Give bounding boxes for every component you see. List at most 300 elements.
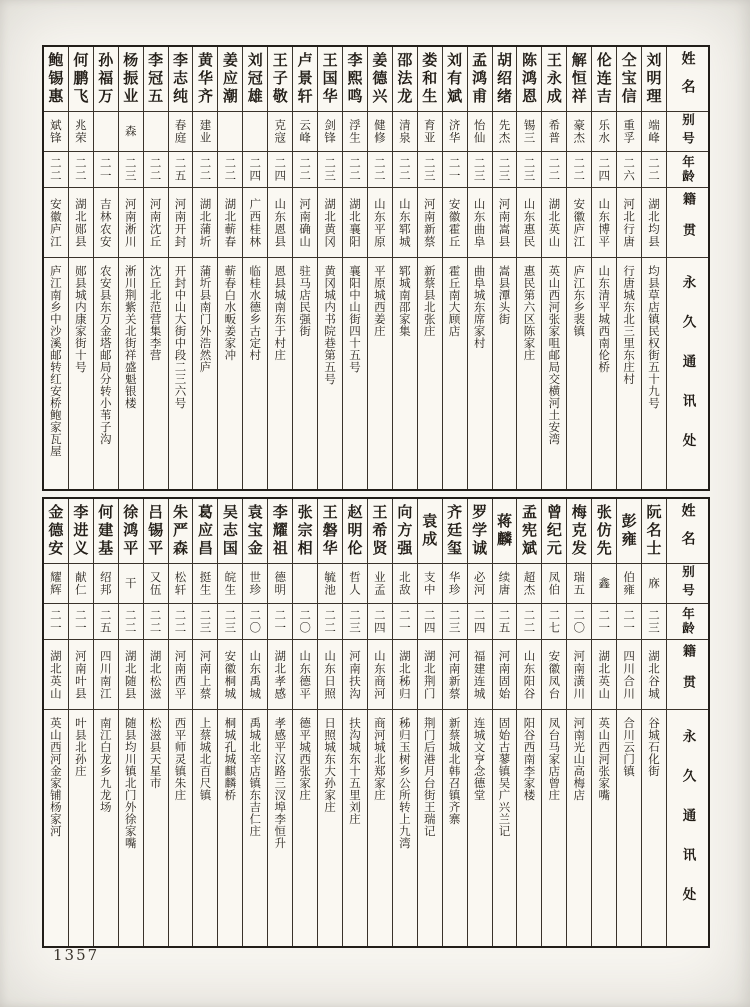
- address-cell: 固始古蓼镇吴广兴兰记: [493, 709, 517, 946]
- native-place-cell: 河南新蔡: [418, 187, 442, 257]
- native-place-cell: 河南固始: [493, 639, 517, 709]
- name-cell: 彭雍: [619, 513, 638, 549]
- person-column: [616, 47, 641, 489]
- native-place-cell: 河南潢川: [567, 639, 591, 709]
- alias-cell: 又伍: [144, 563, 168, 603]
- column-header: 籍贯: [667, 639, 708, 709]
- alias-cell: 北敌: [393, 563, 417, 603]
- person-column: [591, 499, 616, 946]
- column-header: 永久通讯处: [667, 709, 708, 946]
- person-column: [541, 47, 566, 489]
- person-column: [118, 47, 143, 489]
- native-place-cell: 山东郓城: [393, 187, 417, 257]
- age-cell: 二二: [144, 603, 168, 639]
- name-cell: 杨振业: [121, 52, 140, 106]
- age-cell: 二二: [119, 603, 143, 639]
- native-place-cell: 河南新蔡: [443, 639, 467, 709]
- name-cell: 袁宝金: [245, 504, 264, 558]
- native-place-cell: 安徽桐城: [218, 639, 242, 709]
- native-place-cell: 安徽霍丘: [443, 187, 467, 257]
- address-cell: 扶沟城东十五里刘庄: [343, 709, 367, 946]
- native-place-cell: 山东德平: [293, 639, 317, 709]
- address-cell: 淅川荆紫关北街祥盛魁银楼: [119, 257, 143, 489]
- name-cell: 姜德兴: [370, 52, 389, 106]
- age-cell: 二三: [418, 151, 442, 187]
- native-place-cell: 河南上蔡: [193, 639, 217, 709]
- address-cell: 连城文亨念德堂: [468, 709, 492, 946]
- person-column: [168, 499, 193, 946]
- name-cell: 姜应潮: [220, 52, 239, 106]
- name-cell: 李耀祖: [270, 504, 289, 558]
- address-cell: 英山西河张家咀邮局交横河土安湾: [542, 257, 566, 489]
- age-cell: 二五: [493, 603, 517, 639]
- alias-cell: 剑锋: [318, 111, 342, 151]
- name-cell: 袁成: [420, 513, 439, 549]
- alias-cell: 重孚: [617, 111, 641, 151]
- alias-cell: 支中: [418, 563, 442, 603]
- person-column: [342, 499, 367, 946]
- person-column: [143, 499, 168, 946]
- person-column: [93, 499, 118, 946]
- name-cell: 孙福万: [96, 52, 115, 106]
- native-place-cell: 湖北松滋: [144, 639, 168, 709]
- address-cell: 秭归玉树乡公所转上九湾: [393, 709, 417, 946]
- age-cell: 二二: [542, 151, 566, 187]
- native-place-cell: 湖北蒲圻: [193, 187, 217, 257]
- person-column: [516, 47, 541, 489]
- alias-cell: 锡三: [517, 111, 541, 151]
- age-cell: 二三: [642, 603, 666, 639]
- native-place-cell: 山东日照: [318, 639, 342, 709]
- age-cell: 二六: [617, 151, 641, 187]
- person-column: [242, 47, 267, 489]
- name-cell: 王永成: [544, 52, 563, 106]
- person-column: [442, 47, 467, 489]
- native-place-cell: 湖北荆门: [418, 639, 442, 709]
- alias-cell: [144, 111, 168, 151]
- alias-cell: 华珍: [443, 563, 467, 603]
- person-column: [44, 499, 68, 946]
- address-cell: 随县均川镇北门外徐家嘴: [119, 709, 143, 946]
- alias-cell: 清泉: [393, 111, 417, 151]
- address-cell: 阳谷西南李家楼: [517, 709, 541, 946]
- person-column: [541, 499, 566, 946]
- name-cell: 王希贤: [370, 504, 389, 558]
- age-cell: 二〇: [293, 603, 317, 639]
- column-header: 年龄: [667, 151, 708, 187]
- age-cell: 二三: [218, 603, 242, 639]
- name-cell: 李志纯: [171, 52, 190, 106]
- page-number: 1357: [53, 946, 100, 964]
- native-place-cell: 湖北蕲春: [218, 187, 242, 257]
- native-place-cell: 河北行唐: [617, 187, 641, 257]
- name-cell: 王子敬: [270, 52, 289, 106]
- alias-cell: [94, 111, 118, 151]
- native-place-cell: 山东恩县: [268, 187, 292, 257]
- address-cell: 松滋县天星市: [144, 709, 168, 946]
- address-cell: 农安县东万金塔邮局分转小苇子沟: [94, 257, 118, 489]
- person-column: [192, 47, 217, 489]
- person-column: [68, 499, 93, 946]
- alias-cell: 浮生: [343, 111, 367, 151]
- age-cell: 二二: [368, 151, 392, 187]
- name-cell: 娄和生: [420, 52, 439, 106]
- address-cell: 德平城西张家庄: [293, 709, 317, 946]
- age-cell: 二一: [94, 151, 118, 187]
- name-cell: 曾纪元: [544, 504, 563, 558]
- age-cell: 二二: [343, 151, 367, 187]
- column-header: 别号: [667, 111, 708, 151]
- name-cell: 黄华齐: [195, 52, 214, 106]
- name-cell: 罗学诚: [470, 504, 489, 558]
- native-place-cell: 山东博平: [592, 187, 616, 257]
- address-cell: 平原城西姜庄: [368, 257, 392, 489]
- address-cell: 桐城孔城麒麟桥: [218, 709, 242, 946]
- age-cell: 二七: [542, 603, 566, 639]
- native-place-cell: 河南开封: [169, 187, 193, 257]
- person-column: [68, 47, 93, 489]
- name-cell: 吴志国: [220, 504, 239, 558]
- age-cell: 二二: [318, 603, 342, 639]
- age-cell: 二三: [493, 151, 517, 187]
- age-cell: 二五: [94, 603, 118, 639]
- native-place-cell: 山东禹城: [243, 639, 267, 709]
- alias-cell: 绍邦: [94, 563, 118, 603]
- person-column: [566, 47, 591, 489]
- column-header: 籍贯: [667, 187, 708, 257]
- person-column: [467, 47, 492, 489]
- alias-cell: 森: [119, 111, 143, 151]
- native-place-cell: 安徽庐江: [44, 187, 68, 257]
- person-column: [267, 47, 292, 489]
- person-column: [442, 499, 467, 946]
- alias-cell: 建业: [193, 111, 217, 151]
- alias-cell: [243, 111, 267, 151]
- alias-cell: 豪杰: [567, 111, 591, 151]
- name-cell: 何鹏飞: [71, 52, 90, 106]
- alias-cell: 皖生: [218, 563, 242, 603]
- native-place-cell: 安徽庐江: [567, 187, 591, 257]
- address-cell: 郓城南邵家集: [393, 257, 417, 489]
- name-cell: 阮名士: [644, 504, 663, 558]
- age-cell: 二三: [193, 603, 217, 639]
- alias-cell: 鑫: [592, 563, 616, 603]
- alias-cell: 济华: [443, 111, 467, 151]
- alias-cell: 哲人: [343, 563, 367, 603]
- age-cell: 二一: [69, 603, 93, 639]
- native-place-cell: 河南西平: [169, 639, 193, 709]
- age-cell: 二四: [592, 151, 616, 187]
- address-cell: 开封中山大街中段二三六号: [169, 257, 193, 489]
- name-cell: 王国华: [320, 52, 339, 106]
- native-place-cell: 湖北秭归: [393, 639, 417, 709]
- address-cell: 惠民第六区陈家庄: [517, 257, 541, 489]
- name-cell: 陈鸿恩: [519, 52, 538, 106]
- age-cell: 二二: [144, 151, 168, 187]
- name-cell: 伦连吉: [594, 52, 613, 106]
- address-cell: 驻马店民强街: [293, 257, 317, 489]
- person-column: [516, 499, 541, 946]
- name-cell: 吕锡平: [146, 504, 165, 558]
- age-cell: 二三: [443, 603, 467, 639]
- person-column: [492, 47, 517, 489]
- age-cell: 二三: [343, 603, 367, 639]
- name-cell: 刘明理: [644, 52, 663, 106]
- name-cell: 解恒祥: [569, 52, 588, 106]
- age-cell: 二三: [318, 151, 342, 187]
- person-column: [392, 47, 417, 489]
- name-cell: 张仿先: [594, 504, 613, 558]
- address-cell: 日照城东大孙家庄: [318, 709, 342, 946]
- alias-cell: 希普: [542, 111, 566, 151]
- native-place-cell: 湖北随县: [119, 639, 143, 709]
- alias-cell: 怡仙: [468, 111, 492, 151]
- person-column: [417, 499, 442, 946]
- column-header: 姓名: [679, 503, 696, 559]
- native-place-cell: 吉林农安: [94, 187, 118, 257]
- alias-cell: 献仁: [69, 563, 93, 603]
- native-place-cell: 湖北郧县: [69, 187, 93, 257]
- age-cell: 二二: [44, 151, 68, 187]
- address-cell: 英山西河金家铺杨家河: [44, 709, 68, 946]
- age-cell: 二二: [642, 151, 666, 187]
- native-place-cell: 山东平原: [368, 187, 392, 257]
- native-place-cell: 福建连城: [468, 639, 492, 709]
- address-cell: 西平师灵镇朱庄: [169, 709, 193, 946]
- person-column: [292, 499, 317, 946]
- address-cell: 商河城北郑家庄: [368, 709, 392, 946]
- address-cell: 上蔡城北百尺镇: [193, 709, 217, 946]
- name-cell: 葛应昌: [195, 504, 214, 558]
- name-cell: 卢景轩: [295, 52, 314, 106]
- alias-cell: 伯雍: [617, 563, 641, 603]
- person-column: [317, 499, 342, 946]
- age-cell: 二四: [468, 603, 492, 639]
- native-place-cell: 湖北英山: [44, 639, 68, 709]
- person-column: [367, 499, 392, 946]
- age-cell: 二一: [592, 603, 616, 639]
- person-column: [317, 47, 342, 489]
- alias-cell: 续唐: [493, 563, 517, 603]
- alias-cell: 乐水: [592, 111, 616, 151]
- name-cell: 金德安: [46, 504, 65, 558]
- age-cell: 二一: [393, 603, 417, 639]
- person-column: [392, 499, 417, 946]
- native-place-cell: 河南嵩县: [493, 187, 517, 257]
- name-cell: 李熙鸣: [345, 52, 364, 106]
- person-column: [467, 499, 492, 946]
- address-cell: 嵩县潭头街: [493, 257, 517, 489]
- age-cell: 二四: [368, 603, 392, 639]
- address-cell: 恩县城南东于村庄: [268, 257, 292, 489]
- name-cell: 李冠五: [146, 52, 165, 106]
- native-place-cell: 河南沈丘: [144, 187, 168, 257]
- address-cell: 合川云门镇: [617, 709, 641, 946]
- person-column: [242, 499, 267, 946]
- person-column: [118, 499, 143, 946]
- alias-cell: 春庭: [169, 111, 193, 151]
- person-column: [342, 47, 367, 489]
- column-header: 姓名: [679, 51, 696, 107]
- age-cell: 二二: [393, 151, 417, 187]
- address-cell: 郧县城内康家街十号: [69, 257, 93, 489]
- age-cell: 二五: [169, 151, 193, 187]
- person-column: [616, 499, 641, 946]
- person-column: [192, 499, 217, 946]
- alias-cell: 业孟: [368, 563, 392, 603]
- age-cell: 二二: [169, 603, 193, 639]
- registry-table-top: [42, 45, 710, 491]
- alias-cell: 健修: [368, 111, 392, 151]
- person-column: [44, 47, 68, 489]
- age-cell: 二二: [517, 603, 541, 639]
- address-cell: 新蔡城北韩召镇齐寨: [443, 709, 467, 946]
- name-cell: 何建基: [96, 504, 115, 558]
- column-header: 别号: [667, 563, 708, 603]
- alias-cell: [218, 111, 242, 151]
- name-cell: 胡绍绪: [495, 52, 514, 106]
- person-column: [367, 47, 392, 489]
- age-cell: 二二: [293, 151, 317, 187]
- age-cell: 二四: [268, 151, 292, 187]
- alias-cell: 德明: [268, 563, 292, 603]
- person-column: [93, 47, 118, 489]
- age-cell: 二〇: [567, 603, 591, 639]
- native-place-cell: 山东商河: [368, 639, 392, 709]
- address-cell: 谷城石化街: [642, 709, 666, 946]
- alias-cell: 端峰: [642, 111, 666, 151]
- alias-cell: 世珍: [243, 563, 267, 603]
- age-cell: 二二: [567, 151, 591, 187]
- address-cell: 均县草店镇民权街五十九号: [642, 257, 666, 489]
- name-cell: 刘有斌: [445, 52, 464, 106]
- native-place-cell: 湖北英山: [542, 187, 566, 257]
- address-cell: 蕲春白水畈姜家冲: [218, 257, 242, 489]
- address-cell: 荆门后港月台街王瑞记: [418, 709, 442, 946]
- person-column: [217, 499, 242, 946]
- address-cell: 英山西河张家嘴: [592, 709, 616, 946]
- person-column: [217, 47, 242, 489]
- age-cell: 二四: [243, 151, 267, 187]
- address-cell: 新蔡县北张庄: [418, 257, 442, 489]
- age-cell: 二二: [193, 151, 217, 187]
- person-column: [566, 499, 591, 946]
- column-header: 永久通讯处: [667, 257, 708, 489]
- name-cell: 齐廷玺: [445, 504, 464, 558]
- address-cell: 山东清平城西南伦桥: [592, 257, 616, 489]
- address-cell: 蒲圻县南门外浩然庐: [193, 257, 217, 489]
- native-place-cell: 河南确山: [293, 187, 317, 257]
- registry-table-bottom: [42, 497, 710, 948]
- name-cell: 孟鸿甫: [470, 52, 489, 106]
- native-place-cell: 湖北英山: [592, 639, 616, 709]
- alias-cell: 云峰: [293, 111, 317, 151]
- native-place-cell: 湖北孝感: [268, 639, 292, 709]
- alias-cell: 必河: [468, 563, 492, 603]
- age-cell: 二二: [218, 151, 242, 187]
- address-cell: 叶县北孙庄: [69, 709, 93, 946]
- address-cell: 河南光山高梅店: [567, 709, 591, 946]
- alias-cell: 育亚: [418, 111, 442, 151]
- age-cell: 二一: [443, 151, 467, 187]
- alias-cell: 凤伯: [542, 563, 566, 603]
- native-place-cell: 湖北谷城: [642, 639, 666, 709]
- person-column: [168, 47, 193, 489]
- name-cell: 蒋麟: [495, 513, 514, 549]
- age-cell: 二一: [44, 603, 68, 639]
- address-cell: 禹城北辛店镇东吉仁庄: [243, 709, 267, 946]
- header-column: [666, 47, 708, 489]
- age-cell: 二三: [468, 151, 492, 187]
- age-cell: 二〇: [243, 603, 267, 639]
- native-place-cell: 河南叶县: [69, 639, 93, 709]
- person-column: [641, 47, 666, 489]
- alias-cell: 挺生: [193, 563, 217, 603]
- alias-cell: [293, 563, 317, 603]
- person-column: [267, 499, 292, 946]
- address-cell: 沈丘北范营集李营: [144, 257, 168, 489]
- native-place-cell: 四川南江: [94, 639, 118, 709]
- age-cell: 二四: [418, 603, 442, 639]
- native-place-cell: 山东惠民: [517, 187, 541, 257]
- native-place-cell: 四川合川: [617, 639, 641, 709]
- header-column: [666, 499, 708, 946]
- native-place-cell: 河南扶沟: [343, 639, 367, 709]
- name-cell: 鲍锡惠: [46, 52, 65, 106]
- alias-cell: 先杰: [493, 111, 517, 151]
- person-column: [292, 47, 317, 489]
- person-column: [492, 499, 517, 946]
- name-cell: 向方强: [395, 504, 414, 558]
- alias-cell: 克寇: [268, 111, 292, 151]
- name-cell: 徐鸿平: [121, 504, 140, 558]
- name-cell: 张宗相: [295, 504, 314, 558]
- alias-cell: 瑞五: [567, 563, 591, 603]
- address-cell: 曲阜城东席家村: [468, 257, 492, 489]
- native-place-cell: 湖北襄阳: [343, 187, 367, 257]
- alias-cell: 松轩: [169, 563, 193, 603]
- alias-cell: 毓池: [318, 563, 342, 603]
- age-cell: 二三: [517, 151, 541, 187]
- person-column: [143, 47, 168, 489]
- native-place-cell: 安徽凤台: [542, 639, 566, 709]
- native-place-cell: 湖北黄冈: [318, 187, 342, 257]
- name-cell: 李进义: [71, 504, 90, 558]
- alias-cell: 兆荣: [69, 111, 93, 151]
- alias-cell: 斌锋: [44, 111, 68, 151]
- address-cell: 临桂水德乡古定村: [243, 257, 267, 489]
- address-cell: 南江白龙乡九龙场: [94, 709, 118, 946]
- person-column: [591, 47, 616, 489]
- address-cell: 凤台马家店曾庄: [542, 709, 566, 946]
- person-column: [417, 47, 442, 489]
- address-cell: 行唐城东北三里东庄村: [617, 257, 641, 489]
- name-cell: 邵法龙: [395, 52, 414, 106]
- name-cell: 孟宪斌: [519, 504, 538, 558]
- address-cell: 孝感平汉路三汊埠李恒升: [268, 709, 292, 946]
- native-place-cell: 山东阳谷: [517, 639, 541, 709]
- column-header: 年龄: [667, 603, 708, 639]
- name-cell: 王磐华: [320, 504, 339, 558]
- alias-cell: 庥: [642, 563, 666, 603]
- native-place-cell: 广西桂林: [243, 187, 267, 257]
- age-cell: 二三: [119, 151, 143, 187]
- name-cell: 朱严森: [171, 504, 190, 558]
- native-place-cell: 河南淅川: [119, 187, 143, 257]
- name-cell: 仝宝信: [619, 52, 638, 106]
- native-place-cell: 湖北均县: [642, 187, 666, 257]
- name-cell: 梅克发: [569, 504, 588, 558]
